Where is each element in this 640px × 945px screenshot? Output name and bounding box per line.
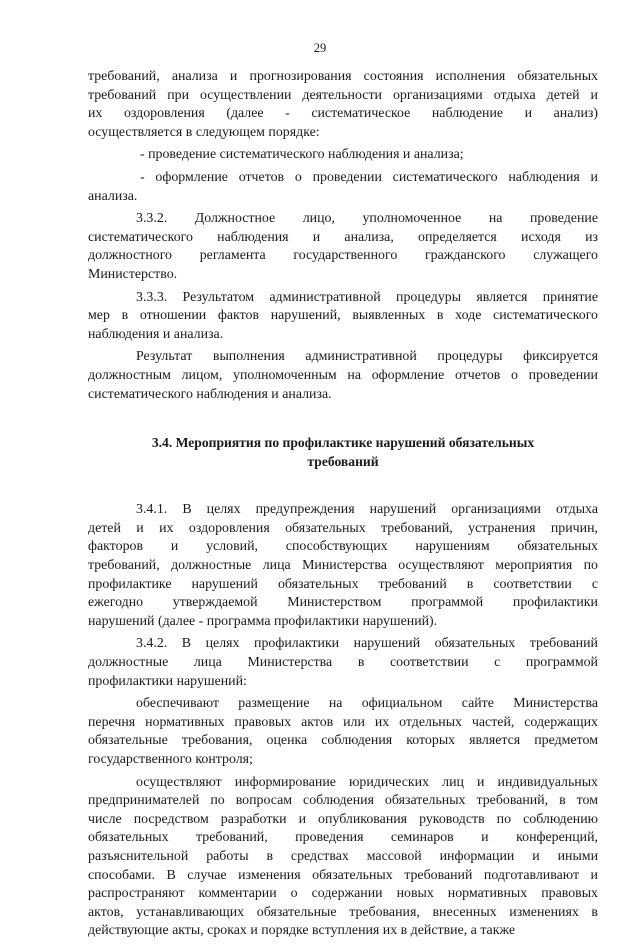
- text-line: разъяснительной работы в средствах массовой информации и иными: [88, 848, 598, 864]
- paragraph-p-3-3-3: [88, 289, 598, 345]
- paragraph-p-result: [88, 348, 598, 404]
- paragraph-p-3-4-2: [88, 635, 598, 691]
- text-line: профилактики нарушений:: [88, 673, 247, 689]
- page-body: [88, 68, 598, 945]
- text-line: анализа.: [88, 188, 138, 204]
- text-line: должностные лица Министерства в соответствии с программой: [88, 655, 598, 671]
- text-line: перечня нормативных правовых актов или их отдельных частей, содержащих: [88, 714, 598, 730]
- text-line: государственного контроля;: [88, 752, 253, 767]
- text-line: требований, анализа и прогнозирования состояния исполнения обязательных: [88, 69, 598, 84]
- text-line: профилактике нарушений обязательных требований в соответствии с: [88, 576, 598, 592]
- text-line: 3.4.2. В целях профилактики нарушений обязательных требований: [136, 636, 598, 652]
- text-line: обязательные требования, оценка соблюдения которых является предметом: [88, 733, 598, 749]
- text-line: нарушений (далее - программа профилактики нарушений).: [88, 613, 438, 629]
- text-line: детей и их оздоровления обязательных требований, устранения причин,: [88, 520, 598, 536]
- paragraph-item-1: [88, 146, 598, 165]
- text-line: распространяют комментарии о содержании новых нормативных правовых: [88, 886, 598, 902]
- text-line: мер в отношении фактов нарушений, выявленных в ходе систематического: [88, 308, 598, 324]
- text-line: обязательных требований, проведения семинаров и конференций,: [88, 830, 598, 846]
- section-heading-line-2: требований: [307, 453, 379, 469]
- text-line: актов, устанавливающих обязательные требования, внесенных изменениях в: [88, 904, 598, 920]
- text-line: требований при осуществлении деятельности организациями отдыха детей и: [88, 87, 598, 103]
- text-line: наблюдения и анализа.: [88, 326, 224, 342]
- text-line: числе посредством разработки и опубликования руководств по соблюдению: [88, 811, 598, 827]
- text-line: осуществляют информирование юридических лиц и индивидуальных: [136, 774, 598, 790]
- text-line: Результат выполнения административной процедуры фиксируется: [136, 349, 598, 365]
- text-line: требований, должностные лица Министерства осуществляют мероприятия по: [88, 558, 598, 574]
- paragraphs-after-heading: [88, 501, 598, 941]
- paragraph-p-inform: [88, 774, 598, 941]
- text-line: предпринимателей по вопросам соблюдения обязательных требований, в том: [88, 793, 598, 809]
- text-line: 3.3.3. Результатом административной процедуры является принятие: [136, 289, 598, 305]
- text-line: должностным лицом, уполномоченным на оформление отчетов о проведении: [88, 367, 598, 383]
- text-line: систематического наблюдения и анализа, определяется исходя из: [88, 229, 598, 245]
- text-line: систематического наблюдения и анализа.: [88, 386, 332, 402]
- text-line: действующие акты, сроках и порядке вступления их в действие, а также: [88, 923, 516, 939]
- paragraphs-before-heading: [88, 68, 598, 404]
- paragraph-p-3-3-2: [88, 210, 598, 284]
- text-line: Министерство.: [88, 266, 178, 282]
- text-line: ежегодно утверждаемой Министерством программой профилактики: [88, 595, 598, 611]
- section-heading: [88, 434, 598, 471]
- paragraph-item-2: [88, 169, 598, 206]
- section-heading-line-1: 3.4. Мероприятия по профилактике нарушений обязательных: [151, 435, 535, 451]
- page-number: 29: [313, 41, 327, 55]
- text-line: их оздоровления (далее - систематическое наблюдение и анализ): [88, 106, 598, 122]
- paragraph-p-ensure: [88, 695, 598, 769]
- text-line: обеспечивают размещение на официальном сайте Министерства: [136, 696, 598, 712]
- text-line: способами. В случае изменения обязательных требований подготавливают и: [88, 867, 598, 883]
- text-line: 3.3.2. Должностное лицо, уполномоченное на проведение: [136, 211, 598, 227]
- text-line: осуществляется в следующем порядке:: [88, 124, 320, 140]
- paragraph-p-3-4-1: [88, 501, 598, 631]
- text-line: - оформление отчетов о проведении систематического наблюдения и: [140, 169, 598, 185]
- paragraph-intro: [88, 68, 598, 142]
- text-line: - проведение систематического наблюдения и анализа;: [140, 147, 464, 163]
- text-line: 3.4.1. В целях предупреждения нарушений организациями отдыха: [136, 502, 598, 518]
- text-line: факторов и условий, способствующих нарушениям обязательных: [88, 539, 598, 555]
- text-line: должностного регламента государственного гражданского служащего: [88, 248, 598, 264]
